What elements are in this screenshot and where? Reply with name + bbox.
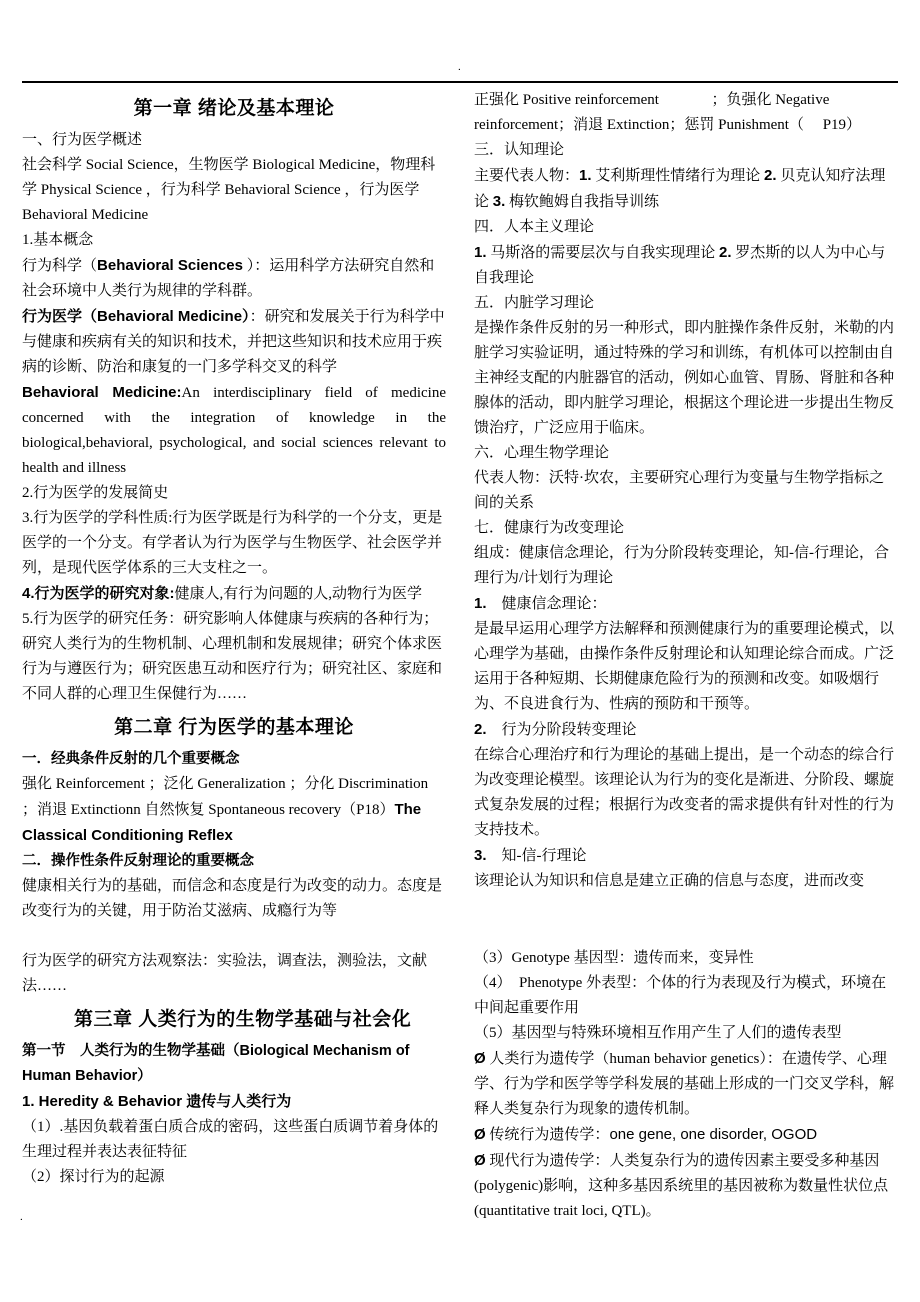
cognitive-rep-text-1: 艾利斯理性情绪行为理论 bbox=[591, 168, 765, 184]
bs-def-term: Behavioral Sciences bbox=[97, 257, 243, 274]
operant-conditioning-paragraph: 健康相关行为的基础，而信念和态度是行为改变的动力。态度是改变行为的关键，用于防治艾滋病、成瘾行为等 bbox=[22, 878, 443, 919]
psychobiology-heading: 六．心理生物学理论 bbox=[474, 445, 610, 461]
two-column-body bbox=[22, 88, 898, 1219]
cognitive-theory-heading: 三．认知理论 bbox=[474, 142, 565, 158]
gene-protein-paragraph: （1）.基因负载着蛋白质合成的密码，这些蛋白质调节着身体的生理过程并表达表征特征 bbox=[22, 1119, 439, 1160]
psychobiology-paragraph: 代表人物：沃特·坎农，主要研究心理行为变量与生物学指标之间的关系 bbox=[474, 470, 884, 511]
behavioral-medicine-definition-en bbox=[22, 380, 446, 481]
s3-heading-en: Biological Mechanism of Human Behavior bbox=[22, 1043, 410, 1084]
bm-def-body-cn: ：研究和发展关于行为科学中与健康和疾病有关的知识和技术，并把这些知识和技术应用于疾病的诊断、防治和康复的一门多学科交叉的科学 bbox=[22, 309, 445, 375]
kap-theory-heading bbox=[474, 843, 898, 869]
health-behavior-components: 组成：健康信念理论，行为分阶段转变理论，知-信-行理论，合理行为/计划行为理论 bbox=[474, 545, 889, 586]
bm-def-body-en: An interdisciplinary field of medicine concerned with the integration of knowledge in the biological,behavioral, psychological, and social sciences relevant to health and illness bbox=[22, 385, 446, 476]
behavior-origin-paragraph: （2）探讨行为的起源 bbox=[22, 1169, 165, 1185]
stages-of-change-paragraph: 在综合心理治疗和行为理论的基础上提出，是一个动态的综合行为改变理论模型。该理论认为行为的变化是渐进、分阶段、螺旋式复杂发展的过程；根据行为改变者的需求提供有针对性的行为支持技术。 bbox=[474, 747, 895, 838]
cognitive-rep-text-3: 梅钦鲍姆自我指导训练 bbox=[505, 194, 660, 210]
header-mark: . bbox=[458, 61, 461, 73]
classical-conditioning-heading: 一．经典条件反射的几个重要概念 bbox=[22, 751, 240, 767]
chapter-3-title: 第三章 人类行为的生物学基础与社会化 bbox=[74, 1009, 412, 1030]
research-subjects-paragraph bbox=[22, 581, 446, 607]
tg-english: one gene, one disorder, OGOD bbox=[609, 1126, 818, 1143]
discipline-nature-paragraph: 3.行为医学的学科性质:行为医学既是行为科学的一个分支，更是医学的一个分支。有学者认为行为医学与生物医学、社会医学并列，是现代医学体系的三大支柱之一。 bbox=[22, 510, 443, 576]
research-methods-paragraph: 行为医学的研究方法观察法：实验法，调查法，测验法，文献法…… bbox=[22, 953, 428, 994]
humanistic-text-2: 罗杰斯的以人为中心与自我理论 bbox=[474, 245, 886, 286]
kap-theory-paragraph: 该理论认为知识和信息是建立正确的信息与态度，进而改变 bbox=[474, 873, 865, 889]
header-divider-rule bbox=[22, 81, 898, 83]
operant-page-ref: P19） bbox=[822, 117, 862, 133]
bs-def-post: ）：运用科学方法研究自然和社会环境中人类行为规律的学科群。 bbox=[22, 258, 435, 299]
mg-text: 现代行为遗传学：人类复杂行为的遗传因素主要受多种基因(polygenic)影响，这种多基因系统里的基因被称为数量性状位点(quantitative trait loci, QTL)。 bbox=[474, 1153, 889, 1219]
humanistic-representatives bbox=[474, 240, 898, 291]
humanistic-num-2: 2. bbox=[719, 244, 732, 261]
positive-reinforcement-term: 正强化 Positive reinforcement bbox=[474, 92, 659, 108]
operant-terms-rest: ；负强化 Negative reinforcement；消退 Extinction；惩罚 Punishment（ bbox=[474, 92, 830, 133]
health-belief-theory-heading bbox=[474, 591, 898, 617]
left-column bbox=[22, 88, 446, 1190]
bs-def-pre: 行为科学（ bbox=[22, 258, 98, 274]
heredity-behavior-heading bbox=[22, 1089, 446, 1115]
cognitive-rep-label: 主要代表人物： bbox=[474, 168, 580, 184]
heredity-behavior-cn: 遗传与人类行为 bbox=[182, 1093, 292, 1110]
cc-concepts-bold-en: The Classical Conditioning Reflex bbox=[22, 801, 422, 844]
behavioral-sciences-definition bbox=[22, 253, 446, 304]
operant-page-spacer bbox=[804, 117, 823, 133]
humanistic-theory-heading: 四．人本主义理论 bbox=[474, 219, 595, 235]
cognitive-rep-num-1: 1. bbox=[579, 167, 592, 184]
column-gap-spacer bbox=[474, 894, 898, 946]
stages-of-change-heading bbox=[474, 717, 898, 743]
humanistic-num-1: 1. bbox=[474, 244, 487, 261]
basic-concepts-label: 1.基本概念 bbox=[22, 232, 94, 248]
operant-conditioning-heading: 二．操作性条件反射理论的重要概念 bbox=[22, 853, 254, 869]
chapter-2-title: 第二章 行为医学的基本理论 bbox=[114, 717, 354, 738]
traditional-genetics-bullet bbox=[474, 1122, 898, 1148]
s3-heading-pre: 第一节 人类行为的生物学基础（ bbox=[22, 1043, 240, 1059]
genotype-paragraph: （3）Genotype 基因型：遗传而来，变异性 bbox=[474, 950, 754, 966]
cognitive-representatives bbox=[474, 163, 898, 215]
cc-concepts-plain: 强化 Reinforcement ；泛化 Generalization ；分化 Discrimination ；消退 Extinctionn 自然恢复 Spontaneous recovery（P18） bbox=[22, 776, 429, 818]
operant-concepts-paragraph bbox=[474, 88, 898, 138]
chapter-1-title: 第一章 绪论及基本理论 bbox=[133, 98, 335, 119]
stages-of-change-label: 行为分阶段转变理论 bbox=[486, 722, 637, 738]
section-1-paragraph-1: 社会科学 Social Science，生物医学 Biological Medicine，物理科学 Physical Science ，行为科学 Behavioral Science ，行为医学 Behavioral Medicine bbox=[22, 157, 436, 223]
genotype-environment-paragraph: （5）基因型与特殊环境相互作用产生了人们的遗传表型 bbox=[474, 1025, 842, 1041]
research-subjects-label: 4.行为医学的研究对象: bbox=[22, 585, 175, 602]
bullet-arrow-icon: Ø bbox=[474, 1152, 486, 1169]
human-behavior-genetics-bullet bbox=[474, 1046, 898, 1122]
research-subjects-body: 健康人,有行为问题的人,动物行为医学 bbox=[174, 586, 423, 602]
bullet-arrow-icon: Ø bbox=[474, 1050, 486, 1067]
research-tasks-paragraph: 5.行为医学的研究任务：研究影响人体健康与疾病的各种行为；研究人类行为的生物机制、心理机制和发展规律；研究个体求医行为与遵医行为；研究医患互动和医疗行为；研究社区、家庭和不同人群的心理卫生保健行为…… bbox=[22, 611, 443, 702]
cognitive-rep-num-3: 3. bbox=[492, 193, 506, 210]
section-1-heading: 一、行为医学概述 bbox=[22, 132, 143, 148]
bm-def-term-cn: 行为医学（Behavioral Medicine） bbox=[22, 308, 250, 325]
health-belief-label: 健康信念理论： bbox=[486, 596, 607, 612]
tg-label: 传统行为遗传学： bbox=[489, 1127, 610, 1143]
humanistic-text-1: 马斯洛的需要层次与自我实现理论 bbox=[486, 245, 720, 261]
bm-def-term-en: Behavioral Medicine: bbox=[22, 384, 182, 401]
health-belief-num: 1. bbox=[474, 595, 487, 612]
right-column bbox=[474, 88, 898, 1224]
footer-mark: . bbox=[20, 1211, 23, 1223]
hbg-text: 人类行为遗传学（human behavior genetics）：在遗传学、心理学、行为学和医学等学科发展的基础上形成的一门交叉学科，解释人类复杂行为现象的遗传机制。 bbox=[474, 1051, 895, 1117]
classical-conditioning-concepts bbox=[22, 772, 446, 849]
health-belief-theory-paragraph: 是最早运用心理学方法解释和预测健康行为的重要理论模式，以心理学为基础，由操作条件反射理论和认知理论综合而成。广泛运用于各种短期、长期健康危险行为的预测和改变。如吸烟行为、不良进食行为、性病的预防和干预等。 bbox=[474, 621, 895, 712]
operant-spacer bbox=[659, 92, 712, 108]
bullet-arrow-icon: Ø bbox=[474, 1126, 486, 1143]
kap-theory-num: 3. bbox=[474, 847, 487, 864]
heredity-behavior-en: 1. Heredity & Behavior bbox=[22, 1093, 183, 1110]
visceral-learning-paragraph: 是操作条件反射的另一种形式，即内脏操作条件反射，米勒的内脏学习实验证明，通过特殊的学习和训练，有机体可以控制由自主神经支配的内脏器官的活动，例如心血管、胃肠、肾脏和各种腺体的活动，即内脏学习理论，根据这个理论进一步提出生物反馈治疗，广泛应用于临床。 bbox=[474, 320, 895, 436]
modern-genetics-bullet bbox=[474, 1148, 898, 1224]
behavioral-medicine-definition-cn bbox=[22, 304, 446, 380]
cognitive-rep-num-2: 2. bbox=[764, 167, 777, 184]
kap-theory-label: 知-信-行理论 bbox=[486, 848, 587, 864]
visceral-learning-heading: 五．内脏学习理论 bbox=[474, 295, 595, 311]
phenotype-paragraph: （4） Phenotype 外表型：个体的行为表现及行为模式，环境在中间起重要作用 bbox=[474, 975, 887, 1016]
cognitive-rep-text-2: 贝克认知疗法理论 bbox=[474, 168, 886, 210]
section-1-biological-heading bbox=[22, 1039, 446, 1089]
stages-of-change-num: 2. bbox=[474, 721, 487, 738]
history-label: 2.行为医学的发展简史 bbox=[22, 485, 169, 501]
s3-heading-post: ） bbox=[137, 1068, 152, 1084]
health-behavior-change-heading: 七．健康行为改变理论 bbox=[474, 520, 625, 536]
